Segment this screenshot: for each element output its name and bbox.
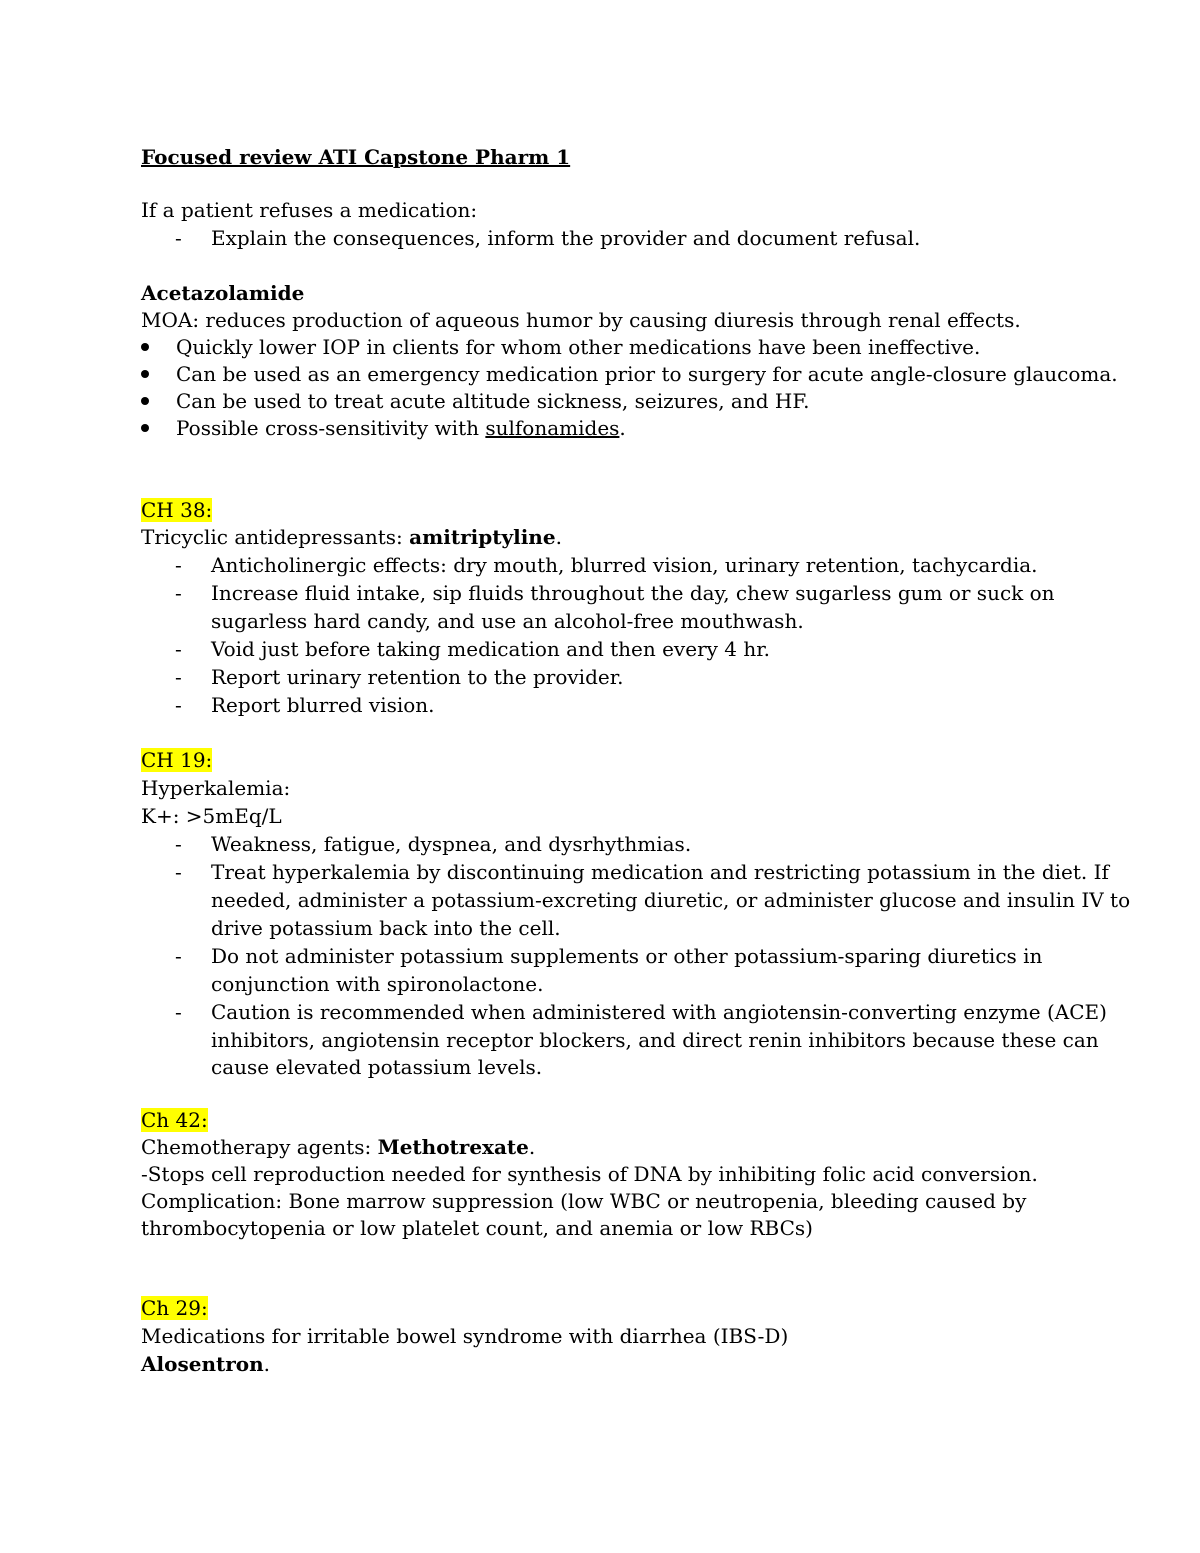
ch19-item: Do not administer potassium supplements or other potassium-sparing diuretics in — [211, 944, 1043, 968]
dash-marker: - — [175, 1000, 182, 1024]
acetazolamide-heading: Acetazolamide — [141, 281, 305, 305]
ch19-item-cont: inhibitors, angiotensin receptor blockers, and direct renin inhibitors because these can — [211, 1028, 1099, 1052]
ch19-item: Caution is recommended when administered with angiotensin-converting enzyme (ACE) — [211, 1000, 1107, 1024]
sulfonamides-term: sulfonamides — [485, 416, 620, 440]
document-title: Focused review ATI Capstone Pharm 1 — [141, 145, 571, 169]
ch19-label-line — [141, 746, 212, 774]
ch42-intro — [141, 1133, 535, 1161]
acetazolamide-bullet: Can be used as an emergency medication prior to surgery for acute angle-closure glaucoma. — [176, 362, 1118, 386]
ch29-drug: Alosentron — [141, 1352, 264, 1376]
ch29-drug-line — [141, 1350, 270, 1378]
dash-marker: - — [175, 832, 182, 856]
dash-marker: - — [175, 581, 182, 605]
ch42-label-line — [141, 1106, 208, 1134]
ch42-complication-cont: thrombocytopenia or low platelet count, and anemia or low RBCs) — [141, 1216, 813, 1240]
dash-marker: - — [175, 693, 182, 717]
ch19-item: Weakness, fatigue, dyspnea, and dysrhythmias. — [211, 832, 692, 856]
ch42-drug: Methotrexate — [377, 1135, 529, 1159]
ch19-item-cont: conjunction with spironolactone. — [211, 972, 544, 996]
dash-marker: - — [175, 665, 182, 689]
bullet-icon — [141, 343, 149, 351]
ch19-item-cont: cause elevated potassium levels. — [211, 1055, 543, 1079]
ch38-item: Report urinary retention to the provider. — [211, 665, 624, 689]
ch38-item-cont: sugarless hard candy, and use an alcohol-free mouthwash. — [211, 609, 804, 633]
ch19-label: CH 19: — [141, 748, 213, 772]
ch29-label-line — [141, 1294, 208, 1322]
acetazolamide-bullet: Can be used to treat acute altitude sickness, seizures, and HF. — [176, 389, 810, 413]
dash-marker: - — [175, 226, 182, 250]
ch42-complication: Complication: Bone marrow suppression (low WBC or neutropenia, bleeding caused by — [141, 1189, 1027, 1213]
ch19-item-cont: needed, administer a potassium-excreting diuretic, or administer glucose and insulin IV to — [211, 888, 1131, 912]
dash-marker: - — [175, 553, 182, 577]
ch19-topic: Hyperkalemia: — [141, 776, 291, 800]
refusal-heading: If a patient refuses a medication: — [141, 198, 478, 222]
ch42-label: Ch 42: — [141, 1108, 208, 1132]
ch29-drug-suffix: . — [263, 1352, 270, 1376]
ch38-item: Anticholinergic effects: dry mouth, blurred vision, urinary retention, tachycardia. — [211, 553, 1038, 577]
ch29-intro: Medications for irritable bowel syndrome with diarrhea (IBS-D) — [141, 1324, 789, 1348]
ch19-value: K+: >5mEq/L — [141, 804, 282, 828]
cross-suffix: . — [619, 416, 626, 440]
ch38-item: Report blurred vision. — [211, 693, 435, 717]
ch19-item-cont: drive potassium back into the cell. — [211, 916, 561, 940]
ch19-item: Treat hyperkalemia by discontinuing medication and restricting potassium in the diet. If — [211, 860, 1109, 884]
ch42-intro-prefix: Chemotherapy agents: — [141, 1135, 378, 1159]
ch42-intro-suffix: . — [528, 1135, 536, 1159]
ch38-drug: amitriptyline — [409, 525, 556, 549]
bullet-icon — [141, 397, 149, 405]
ch38-intro-prefix: Tricyclic antidepressants: — [141, 525, 410, 549]
acetazolamide-bullet: Quickly lower IOP in clients for whom other medications have been ineffective. — [176, 335, 981, 359]
bullet-icon — [141, 370, 149, 378]
acetazolamide-moa: MOA: reduces production of aqueous humor by causing diuresis through renal effects. — [141, 308, 1021, 332]
ch38-intro-suffix: . — [555, 525, 562, 549]
ch38-item: Void just before taking medication and then every 4 hr. — [211, 637, 770, 661]
ch38-label-line — [141, 496, 212, 524]
acetazolamide-bullet-cross — [176, 414, 626, 442]
ch38-label: CH 38: — [141, 498, 213, 522]
ch38-intro — [141, 523, 562, 551]
dash-marker: - — [175, 860, 182, 884]
cross-prefix: Possible cross-sensitivity with — [176, 416, 486, 440]
refusal-item: Explain the consequences, inform the provider and document refusal. — [211, 226, 921, 250]
bullet-icon — [141, 424, 149, 432]
ch42-mechanism: -Stops cell reproduction needed for synthesis of DNA by inhibiting folic acid conversion. — [141, 1162, 1038, 1186]
dash-marker: - — [175, 944, 182, 968]
ch29-label: Ch 29: — [141, 1296, 208, 1320]
ch38-item: Increase fluid intake, sip fluids throughout the day, chew sugarless gum or suck on — [211, 581, 1055, 605]
dash-marker: - — [175, 637, 182, 661]
